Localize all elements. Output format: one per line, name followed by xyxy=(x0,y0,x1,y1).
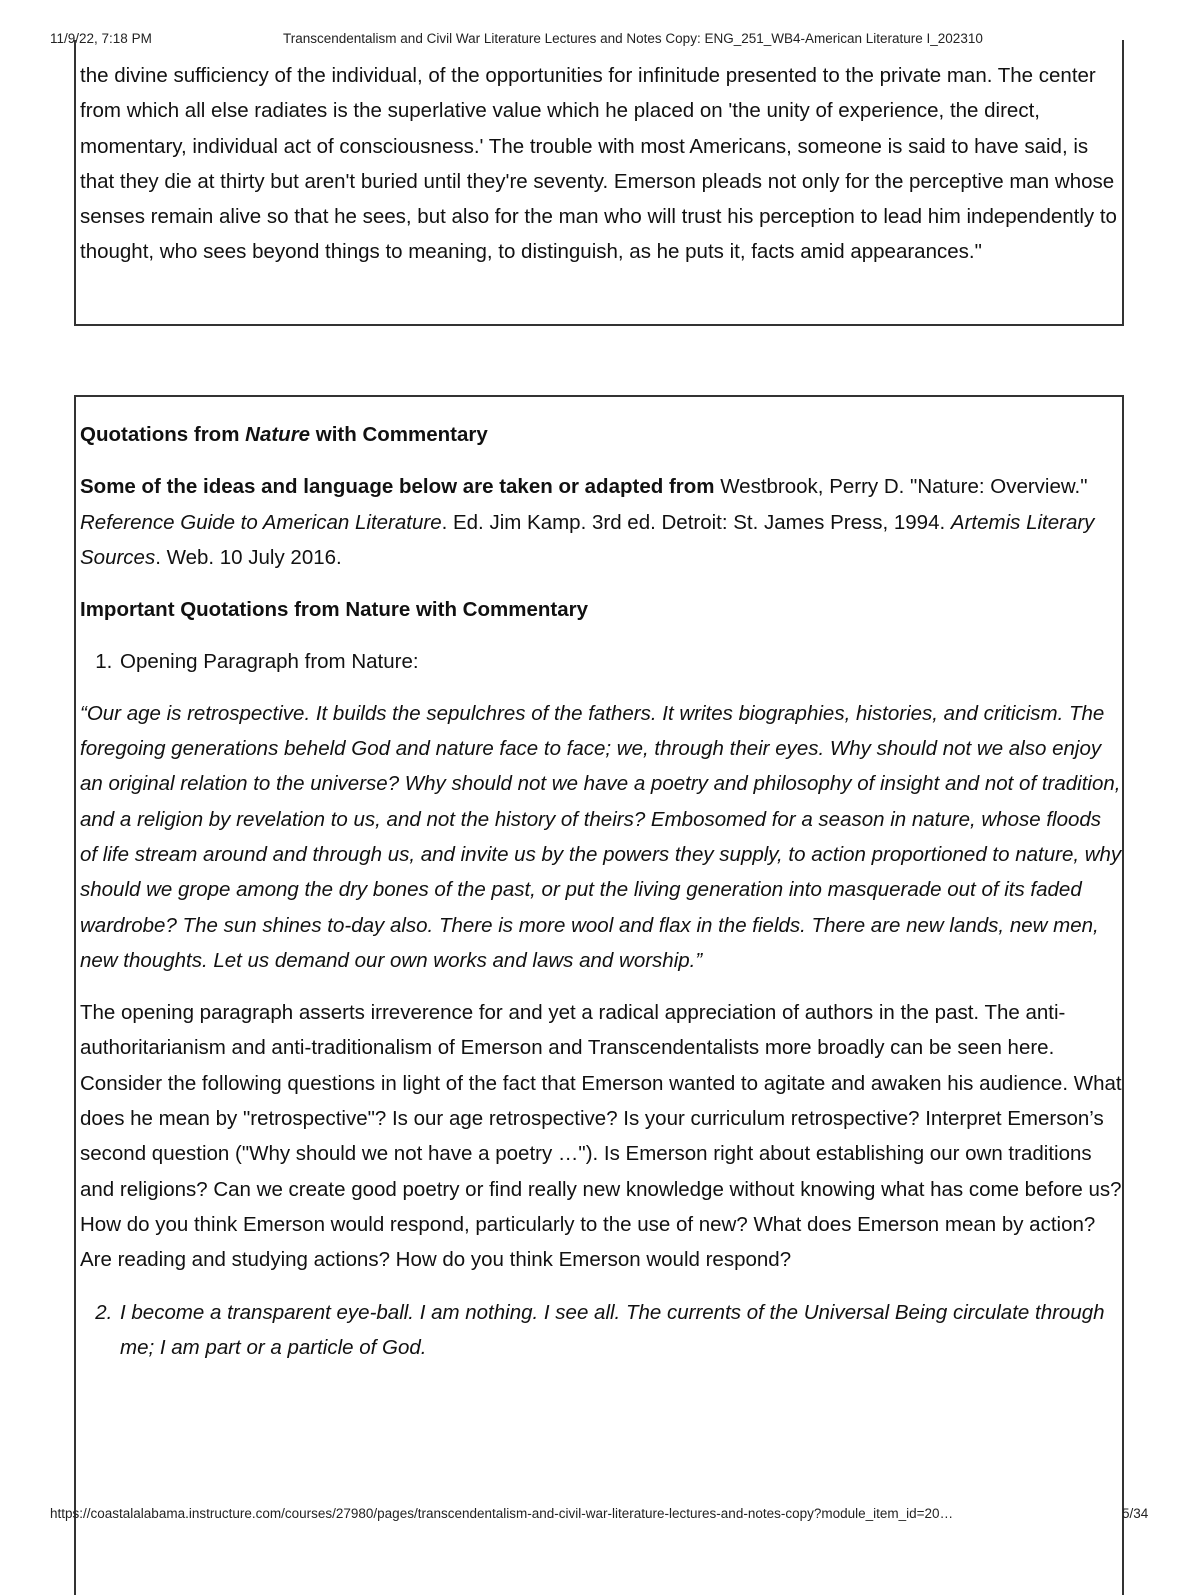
opening-paragraph-quote: “Our age is retrospective. It builds the sepulchres of the fathers. It writes biographies, histories, and criticism. The foregoing generations beheld God and nature face to face; we, through their eyes. Why should not we also enjoy an original relation to the universe? Why should not we have a poetry and philosophy of insight and not of tradition, and a religion by revelation to us, and not the history of theirs? Embosomed for a season in nature, whose floods of life stream around and through us, and invite us by the powers they supply, to action proportioned to nature, why should we grope among the dry bones of the past, or put the living generation into masquerade out of its faded wardrobe? The sun shines to-day also. There is more wool and flax in the fields. There are new lands, new men, new thoughts. Let us demand our own works and laws and worship.” xyxy=(80,701,1122,972)
print-page-number: 5/34 xyxy=(1122,1506,1149,1521)
source-citation: Some of the ideas and language below are taken or adapted from Westbrook, Perry D. "Nature: Overview." Reference Guide to American Literature. Ed. Jim Kamp. 3rd ed. Detroit: St. James Press, 1994. Artemis Literary Sources. Web. 10 July 2016. xyxy=(80,475,1095,569)
list-item: 2. I become a transparent eye-ball. I am nothing. I see all. The currents of the Universal Being circulate through me; I am part or a particle of God. xyxy=(118,1295,1122,1366)
quotation-list-1 xyxy=(80,644,1122,679)
quote-continuation-paragraph: the divine sufficiency of the individual, of the opportunities for infinitude presented to the private man. The center from which all else radiates is the superlative value which he placed on 'the unity of experience, the direct, momentary, individual act of consciousness.' The trouble with most Americans, someone is said to have said, is that they die at thirty but aren't buried until they're seventy. Emerson pleads not only for the perceptive man whose senses remain alive so that he sees, but also for the man who will trust his perception to lead him independently to thought, who sees beyond things to meaning, to distinguish, as he puts it, facts amid appearances." xyxy=(80,64,1117,264)
section-heading: Quotations from Nature with Commentary xyxy=(80,423,488,446)
nature-quotations-content xyxy=(80,417,1122,1381)
print-page-title: Transcendentalism and Civil War Literature Lectures and Notes Copy: ENG_251_WB4-American Literature I_202310 xyxy=(283,31,983,46)
commentary-paragraph: The opening paragraph asserts irreverence for and yet a radical appreciation of authors in the past. The anti-authoritarianism and anti-traditionalism of Emerson and Transcendentalists more broadly can be seen here. Consider the following questions in light of the fact that Emerson wanted to agitate and awaken his audience. What does he mean by "retrospective"? Is our age retrospective? Is your curriculum retrospective? Interpret Emerson’s second question ("Why should we not have a poetry …"). Is Emerson right about establishing our own traditions and religions? Can we create good poetry or find really new knowledge without knowing what has come before us? How do you think Emerson would respond, particularly to the use of new? What does Emerson mean by action? Are reading and studying actions? How do you think Emerson would respond? xyxy=(80,1001,1122,1272)
print-url: https://coastalalabama.instructure.com/courses/27980/pages/transcendentalism-and-civil-war-literature-lectures-and-notes-copy?module_item_id=20… xyxy=(50,1506,954,1521)
lecture-quote-box xyxy=(74,40,1124,326)
print-datetime: 11/9/22, 7:18 PM xyxy=(50,31,152,46)
list-item: 1. Opening Paragraph from Nature: xyxy=(118,644,1122,679)
quotation-list-2 xyxy=(80,1295,1122,1366)
subheading: Important Quotations from Nature with Commentary xyxy=(80,598,588,622)
nature-quotations-box xyxy=(74,395,1124,1595)
